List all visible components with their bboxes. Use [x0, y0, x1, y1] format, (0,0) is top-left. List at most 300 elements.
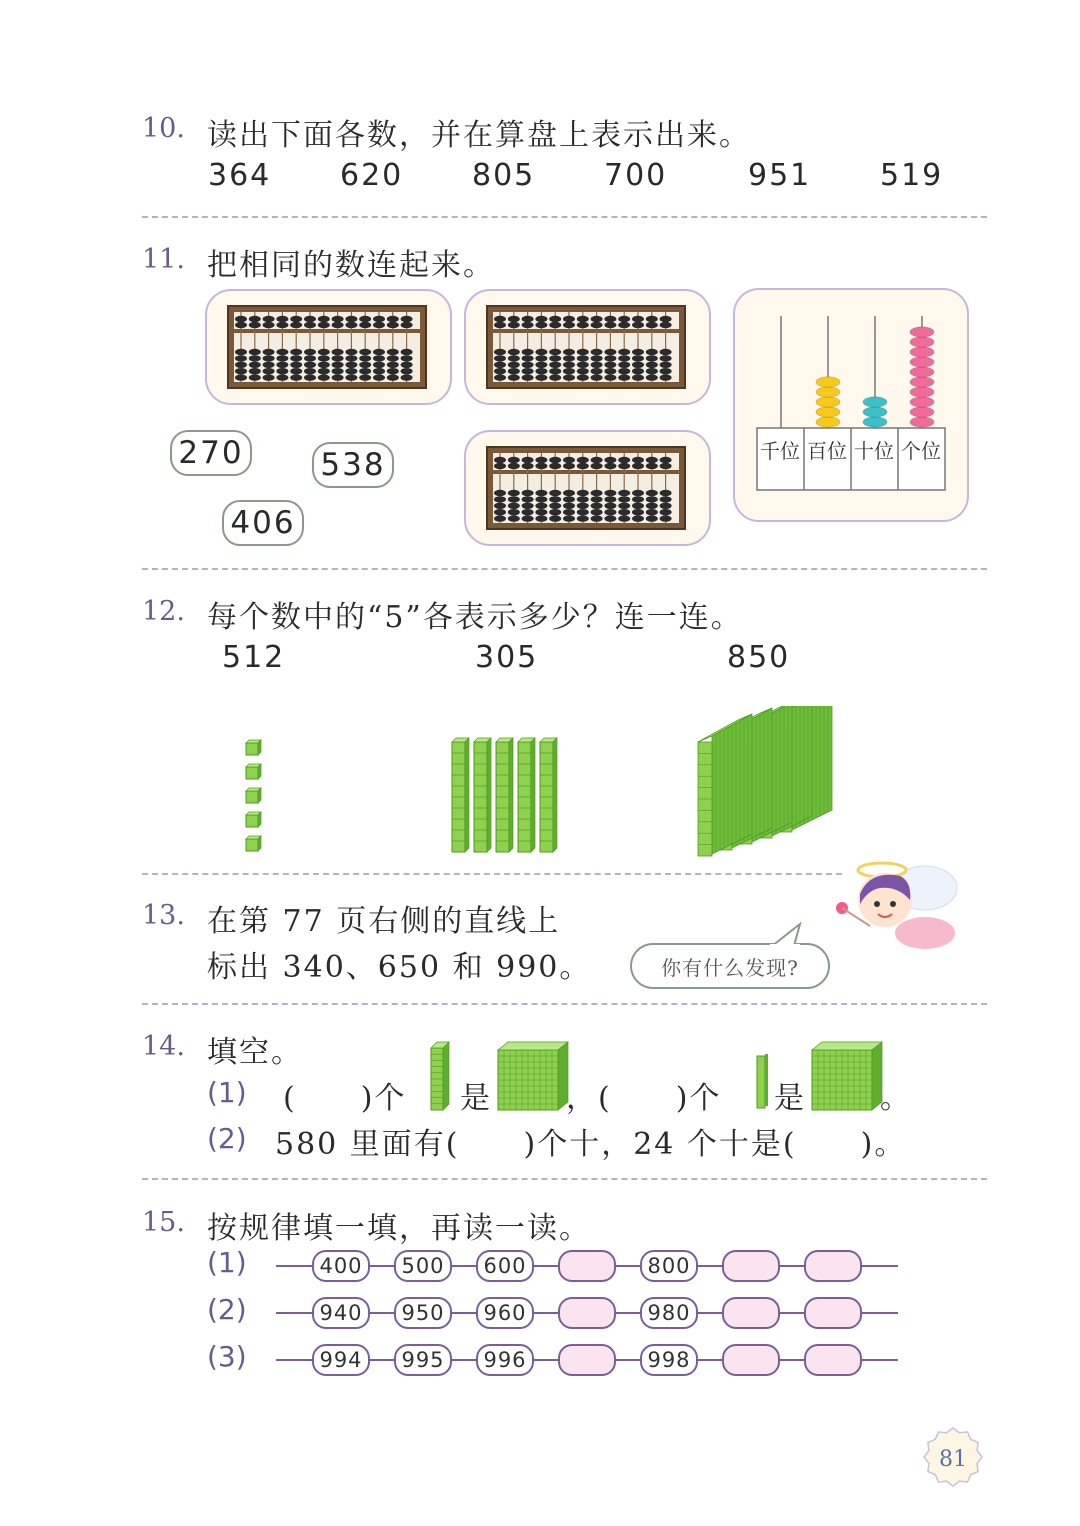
abacus-bead: [646, 368, 658, 374]
abacus-bead: [660, 322, 672, 328]
abacus-bead: [263, 362, 275, 368]
abacus-bead: [508, 503, 520, 509]
abacus-bead: [494, 515, 506, 521]
abacus-bead: [563, 322, 575, 328]
abacus-bead: [660, 515, 672, 521]
abacus-bead: [604, 496, 616, 502]
abacus-bead: [646, 374, 658, 380]
abacus-panel-3: [464, 430, 711, 546]
abacus-bead: [563, 316, 575, 322]
abacus-bead: [660, 368, 672, 374]
abacus-bead: [235, 322, 247, 328]
abacus-bead: [535, 349, 547, 355]
abacus-bead: [318, 362, 330, 368]
abacus-bead: [345, 368, 357, 374]
abacus-bead: [345, 316, 357, 322]
q13-line-1: 在第 77 页右侧的直线上: [207, 904, 561, 939]
abacus-bead: [332, 362, 344, 368]
q10-number-3: 805: [472, 158, 536, 193]
abacus-bead: [618, 322, 630, 328]
abacus-bead: [263, 316, 275, 322]
abacus-bead: [563, 355, 575, 361]
abacus-bead: [318, 316, 330, 322]
q15-number: 15.: [142, 1207, 185, 1238]
abacus-bead: [494, 362, 506, 368]
abacus-bead: [618, 374, 630, 380]
abacus-bead: [494, 322, 506, 328]
abacus-bead: [401, 322, 413, 328]
abacus-bead: [332, 322, 344, 328]
abacus-bead: [632, 316, 644, 322]
abacus-bead: [535, 457, 547, 463]
abacus-bead: [332, 316, 344, 322]
abacus-bead: [618, 349, 630, 355]
abacus-bead: [549, 316, 561, 322]
abacus-bead: [345, 362, 357, 368]
abacus-bead: [522, 509, 534, 515]
abacus-bead: [549, 490, 561, 496]
abacus-bead: [522, 374, 534, 380]
q10-number-6: 519: [880, 158, 944, 193]
abacus-bead: [549, 457, 561, 463]
abacus-bead: [345, 322, 357, 328]
abacus-bead: [522, 355, 534, 361]
abacus-bead: [577, 503, 589, 509]
abacus-bead: [591, 457, 603, 463]
abacus-bead: [563, 509, 575, 515]
counter-rods-and-beads: [733, 288, 969, 522]
abacus-bead: [563, 349, 575, 355]
abacus-bead: [577, 322, 589, 328]
abacus-bead: [332, 349, 344, 355]
abacus-image: [486, 446, 686, 530]
abacus-bead: [535, 496, 547, 502]
abacus-bead: [494, 463, 506, 469]
q12-instruction: 每个数中的“5”各表示多少？连一连。: [207, 600, 743, 635]
number-bubble-270[interactable]: 270: [170, 430, 252, 476]
counter-bead: [816, 406, 840, 416]
abacus-bead: [508, 496, 520, 502]
abacus-bead: [632, 362, 644, 368]
abacus-bead: [604, 322, 616, 328]
q14-part1-is: 是: [460, 1081, 492, 1116]
abacus-bead: [249, 362, 261, 368]
abacus-panel-1: [205, 289, 452, 405]
counter-bead: [816, 386, 840, 396]
abacus-bead: [508, 349, 520, 355]
abacus-bead: [535, 355, 547, 361]
abacus-bead: [604, 368, 616, 374]
counter-bead: [910, 406, 934, 416]
sequence-value: 980: [640, 1297, 698, 1329]
divider: [142, 1003, 987, 1005]
sequence-blank-box[interactable]: [722, 1344, 780, 1376]
abacus-bead: [401, 362, 413, 368]
abacus-bead: [591, 503, 603, 509]
abacus-bead: [591, 496, 603, 502]
counter-bead: [910, 346, 934, 356]
sequence-value: 940: [312, 1297, 370, 1329]
abacus-bead: [359, 349, 371, 355]
abacus-bead: [535, 490, 547, 496]
abacus-bead: [563, 368, 575, 374]
abacus-bead: [535, 374, 547, 380]
abacus-bead: [401, 349, 413, 355]
abacus-bead: [373, 322, 385, 328]
abacus-bead: [359, 355, 371, 361]
abacus-bead: [577, 496, 589, 502]
abacus-bead: [577, 368, 589, 374]
sequence-blank-box[interactable]: [804, 1344, 862, 1376]
abacus-bead: [577, 457, 589, 463]
abacus-bead: [535, 322, 547, 328]
abacus-bead: [549, 515, 561, 521]
abacus-bead: [577, 515, 589, 521]
abacus-bead: [359, 368, 371, 374]
abacus-bead: [522, 515, 534, 521]
abacus-bead: [359, 322, 371, 328]
counter-bead: [910, 386, 934, 396]
counter-bead: [816, 396, 840, 406]
abacus-bead: [563, 374, 575, 380]
unit-cube: [246, 791, 258, 803]
abacus-bead: [604, 463, 616, 469]
abacus-bead: [604, 515, 616, 521]
abacus-bead: [646, 496, 658, 502]
abacus-bead: [646, 316, 658, 322]
abacus-bead: [494, 457, 506, 463]
q12-number-2: 305: [475, 640, 539, 675]
place-label-hundreds: 百位: [807, 439, 847, 463]
abacus-bead: [522, 316, 534, 322]
q14-part1-period: 。: [880, 1081, 912, 1116]
abacus-bead: [549, 362, 561, 368]
abacus-bead: [387, 316, 399, 322]
page-number-badge: [922, 1426, 984, 1488]
abacus-bead: [508, 362, 520, 368]
divider: [142, 568, 987, 570]
place-label-ones: 个位: [901, 439, 941, 463]
abacus-bead: [646, 349, 658, 355]
q12-number: 12.: [142, 596, 185, 627]
abacus-bead: [563, 496, 575, 502]
q13-line-2: 标出 340、650 和 990。: [207, 950, 592, 985]
abacus-bead: [632, 368, 644, 374]
q10-number-1: 364: [208, 158, 272, 193]
number-bubble-538[interactable]: 538: [312, 442, 394, 488]
page-number: 81: [939, 1447, 967, 1472]
abacus-bead: [591, 374, 603, 380]
abacus-bead: [373, 349, 385, 355]
abacus-bead: [604, 355, 616, 361]
abacus-bead: [604, 509, 616, 515]
q14-number: 14.: [142, 1031, 185, 1062]
abacus-bead: [549, 368, 561, 374]
abacus-bead: [591, 322, 603, 328]
abacus-bead: [632, 374, 644, 380]
abacus-bead: [618, 316, 630, 322]
abacus-bead: [660, 355, 672, 361]
abacus-bead: [646, 490, 658, 496]
abacus-bead: [387, 368, 399, 374]
abacus-bead: [591, 362, 603, 368]
abacus-bead: [522, 503, 534, 509]
counter-bead: [910, 396, 934, 406]
abacus-bead: [660, 374, 672, 380]
abacus-bead: [373, 368, 385, 374]
abacus-bead: [549, 496, 561, 502]
abacus-bead: [276, 355, 288, 361]
abacus-bead: [508, 490, 520, 496]
abacus-bead: [660, 490, 672, 496]
abacus-bead: [276, 368, 288, 374]
sequence-value: 996: [476, 1344, 534, 1376]
abacus-bead: [263, 355, 275, 361]
abacus-image: [486, 305, 686, 389]
abacus-bead: [508, 509, 520, 515]
angel-mascot-icon: [820, 848, 970, 968]
abacus-bead: [345, 349, 357, 355]
q10-number-4: 700: [604, 158, 668, 193]
abacus-bead: [249, 316, 261, 322]
q14-part1-label: (1): [207, 1076, 247, 1109]
abacus-bead: [263, 322, 275, 328]
abacus-bead: [304, 316, 316, 322]
abacus-bead: [591, 316, 603, 322]
abacus-bead: [494, 509, 506, 515]
sequence-value: 600: [476, 1250, 534, 1282]
unit-cube: [246, 839, 258, 851]
counter-bead: [863, 406, 887, 416]
abacus-bead: [494, 496, 506, 502]
abacus-bead: [604, 349, 616, 355]
abacus-bead: [660, 349, 672, 355]
abacus-bead: [618, 457, 630, 463]
sequence-row-label: (3): [207, 1340, 247, 1373]
sequence-value: 500: [394, 1250, 452, 1282]
abacus-bead: [646, 463, 658, 469]
abacus-bead: [276, 316, 288, 322]
abacus-bead: [508, 322, 520, 328]
abacus-bead: [577, 490, 589, 496]
abacus-bead: [304, 374, 316, 380]
five-unit-cubes: [240, 736, 266, 856]
abacus-bead: [508, 355, 520, 361]
abacus-bead: [373, 316, 385, 322]
abacus-bead: [304, 368, 316, 374]
q10-number-5: 951: [748, 158, 812, 193]
abacus-bead: [535, 362, 547, 368]
abacus-bead: [604, 490, 616, 496]
abacus-bead: [522, 457, 534, 463]
abacus-bead: [577, 509, 589, 515]
abacus-bead: [235, 362, 247, 368]
unit-cube: [246, 767, 258, 779]
abacus-bead: [646, 457, 658, 463]
abacus-bead: [522, 349, 534, 355]
abacus-bead: [618, 368, 630, 374]
abacus-bead: [276, 374, 288, 380]
abacus-bead: [332, 374, 344, 380]
q10-instruction: 读出下面各数，并在算盘上表示出来。: [207, 118, 751, 153]
abacus-bead: [494, 374, 506, 380]
abacus-bead: [618, 503, 630, 509]
q12-number-1: 512: [222, 640, 286, 675]
abacus-bead: [387, 322, 399, 328]
abacus-bead: [549, 374, 561, 380]
counter-bead: [910, 356, 934, 366]
abacus-bead: [494, 368, 506, 374]
abacus-bead: [549, 349, 561, 355]
sequence-value: 998: [640, 1344, 698, 1376]
abacus-bead: [618, 463, 630, 469]
counter-bead: [863, 416, 887, 426]
abacus-bead: [632, 490, 644, 496]
abacus-bead: [591, 355, 603, 361]
abacus-bead: [263, 374, 275, 380]
sequence-blank-box[interactable]: [722, 1297, 780, 1329]
abacus-bead: [318, 349, 330, 355]
sequence-blank-box[interactable]: [558, 1250, 616, 1282]
abacus-bead: [604, 316, 616, 322]
abacus-bead: [318, 322, 330, 328]
abacus-bead: [632, 509, 644, 515]
abacus-bead: [591, 509, 603, 515]
five-hundred-flats: [696, 706, 836, 858]
abacus-bead: [646, 509, 658, 515]
counter-bead: [816, 376, 840, 386]
abacus-bead: [618, 509, 630, 515]
abacus-bead: [373, 362, 385, 368]
abacus-bead: [290, 362, 302, 368]
abacus-bead: [401, 355, 413, 361]
abacus-bead: [549, 509, 561, 515]
abacus-bead: [535, 503, 547, 509]
abacus-bead: [604, 457, 616, 463]
abacus-bead: [276, 322, 288, 328]
abacus-bead: [522, 322, 534, 328]
divider: [142, 216, 987, 218]
abacus-bead: [632, 503, 644, 509]
q10-number-2: 620: [340, 158, 404, 193]
abacus-bead: [508, 316, 520, 322]
abacus-bead: [304, 355, 316, 361]
abacus-bead: [318, 368, 330, 374]
abacus-bead: [563, 362, 575, 368]
abacus-bead: [618, 515, 630, 521]
abacus-bead: [359, 362, 371, 368]
abacus-bead: [563, 490, 575, 496]
q14-part2-text: 580 里面有( )个十，24 个十是( )。: [275, 1127, 907, 1162]
abacus-bead: [646, 515, 658, 521]
abacus-bead: [549, 355, 561, 361]
number-bubble-406[interactable]: 406: [222, 500, 304, 546]
abacus-bead: [563, 463, 575, 469]
abacus-bead: [535, 509, 547, 515]
sequence-row-label: (1): [207, 1246, 247, 1279]
abacus-bead: [632, 322, 644, 328]
divider: [142, 1178, 987, 1180]
speech-tail: [770, 922, 810, 948]
abacus-bead: [660, 509, 672, 515]
q14-part1-blank-2: ，( )个: [566, 1081, 722, 1116]
abacus-bead: [632, 515, 644, 521]
abacus-bead: [646, 362, 658, 368]
sequence-value: 800: [640, 1250, 698, 1282]
abacus-bead: [660, 316, 672, 322]
speech-bubble: [630, 943, 830, 989]
sequence-blank-box[interactable]: [804, 1297, 862, 1329]
abacus-bead: [577, 374, 589, 380]
sequence-blank-box[interactable]: [804, 1250, 862, 1282]
abacus-bead: [563, 503, 575, 509]
abacus-bead: [290, 374, 302, 380]
abacus-bead: [660, 503, 672, 509]
abacus-bead: [249, 322, 261, 328]
abacus-bead: [535, 368, 547, 374]
sequence-blank-box[interactable]: [722, 1250, 780, 1282]
abacus-bead: [577, 362, 589, 368]
abacus-bead: [249, 368, 261, 374]
abacus-bead: [632, 463, 644, 469]
abacus-bead: [632, 349, 644, 355]
abacus-bead: [263, 349, 275, 355]
abacus-bead: [249, 349, 261, 355]
abacus-bead: [577, 316, 589, 322]
abacus-bead: [618, 355, 630, 361]
abacus-bead: [235, 355, 247, 361]
abacus-bead: [591, 349, 603, 355]
abacus-bead: [494, 490, 506, 496]
abacus-bead: [401, 368, 413, 374]
abacus-bead: [494, 355, 506, 361]
sequence-blank-box[interactable]: [558, 1297, 616, 1329]
sequence-value: 960: [476, 1297, 534, 1329]
abacus-bead: [618, 496, 630, 502]
abacus-bead: [535, 463, 547, 469]
abacus-bead: [290, 322, 302, 328]
place-label-thousands: 千位: [760, 439, 800, 463]
abacus-image: [227, 305, 427, 389]
abacus-bead: [290, 349, 302, 355]
abacus-bead: [563, 515, 575, 521]
abacus-bead: [632, 457, 644, 463]
abacus-bead: [276, 362, 288, 368]
abacus-bead: [522, 463, 534, 469]
abacus-bead: [359, 316, 371, 322]
abacus-bead: [290, 316, 302, 322]
abacus-bead: [549, 322, 561, 328]
unit-cube: [246, 743, 258, 755]
sequence-blank-box[interactable]: [558, 1344, 616, 1376]
abacus-bead: [577, 463, 589, 469]
q11-instruction: 把相同的数连起来。: [207, 248, 495, 283]
abacus-bead: [522, 496, 534, 502]
abacus-bead: [508, 374, 520, 380]
q11-number: 11.: [142, 244, 185, 275]
sequence-value: 995: [394, 1344, 452, 1376]
abacus-bead: [290, 368, 302, 374]
abacus-bead: [535, 316, 547, 322]
abacus-bead: [249, 355, 261, 361]
abacus-bead: [522, 490, 534, 496]
abacus-bead: [494, 349, 506, 355]
abacus-bead: [387, 374, 399, 380]
sequence-value: 994: [312, 1344, 370, 1376]
abacus-bead: [646, 503, 658, 509]
hundred-flat-icon: [496, 1040, 572, 1112]
abacus-bead: [387, 355, 399, 361]
